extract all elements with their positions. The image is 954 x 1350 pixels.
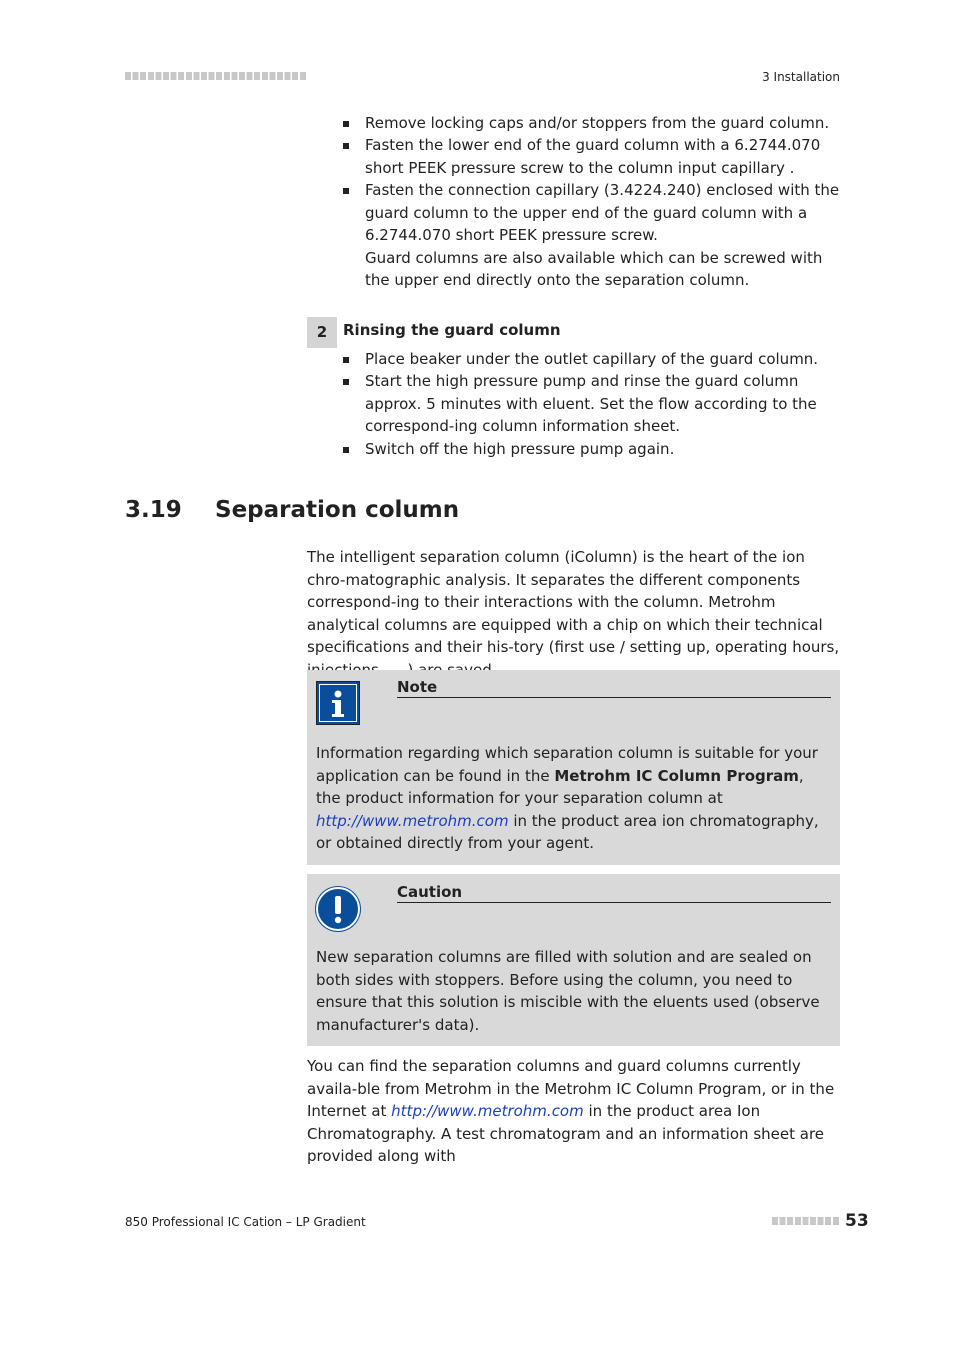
rinse-steps-list bbox=[343, 348, 843, 460]
list-item: Remove locking caps and/or stoppers from the guard column. bbox=[343, 112, 843, 134]
caution-text: New separation columns are filled with solution and are sealed on both sides with stoppers. Before using the column, you need to ensure that this solution is miscible with the eluents used (observe manufacturer's data). bbox=[316, 948, 820, 1034]
note-text: Information regarding which separation column is suitable for your application can be found in the Metrohm IC Column Program, the product information for your separation column at http://www.metrohm.com in the product area ion chromatography, or obtained directly from your agent. bbox=[316, 744, 819, 852]
metrohm-link[interactable]: http://www.metrohm.com bbox=[316, 811, 509, 830]
column-program-name: Metrohm IC Column Program bbox=[554, 766, 799, 785]
note-title: Note bbox=[397, 678, 831, 698]
list-item: Fasten the connection capillary (3.4224.240) enclosed with the guard column to the upper end of the guard column with a 6.2744.070 short PEEK pressure screw. bbox=[343, 179, 843, 246]
list-item: Start the high pressure pump and rinse the guard column approx. 5 minutes with eluent. Set the flow according to the correspond-ing column information sheet. bbox=[343, 370, 843, 437]
closing-paragraph: You can find the separation columns and guard columns currently availa-ble from Metrohm in the Metrohm IC Column Program, or in the Internet at http://www.metrohm.com in the product area Ion Chromatography. A test chromatogram and an information sheet are provided along with bbox=[307, 1057, 835, 1165]
metrohm-link[interactable]: http://www.metrohm.com bbox=[391, 1102, 584, 1120]
section-number: 3.19 bbox=[125, 497, 182, 523]
list-item: Switch off the high pressure pump again. bbox=[343, 438, 843, 460]
step-title: Rinsing the guard column bbox=[343, 321, 561, 339]
header-decoration bbox=[125, 72, 307, 80]
exclamation-icon bbox=[316, 887, 360, 931]
section-title: Separation column bbox=[215, 497, 460, 523]
caution-title: Caution bbox=[397, 883, 831, 903]
section-intro: The intelligent separation column (iColumn) is the heart of the ion chro-matographic analysis. It separates the different components correspond-ing to their interactions with the column. Metrohm analytical columns are equipped with a chip on which their technical specifications and their his-tory (first use / setting up, operating hours, bbox=[307, 548, 840, 656]
footer-decoration bbox=[772, 1217, 840, 1225]
list-item: Place beaker under the outlet capillary of the guard column. bbox=[343, 348, 843, 370]
info-icon bbox=[316, 681, 360, 725]
note-box bbox=[307, 670, 840, 865]
step-number: 2 bbox=[307, 317, 337, 348]
footer-product: 850 Professional IC Cation – LP Gradient bbox=[125, 1215, 366, 1229]
list-item: Fasten the lower end of the guard column with a 6.2744.070 short PEEK pressure screw to the column input capillary . bbox=[343, 134, 843, 179]
chapter-header: 3 Installation bbox=[762, 70, 840, 84]
page-number: 53 bbox=[845, 1211, 869, 1231]
caution-box bbox=[307, 874, 840, 1046]
guard-note-text: Guard columns are also available which can be screwed with the upper end directly onto the separation column. bbox=[365, 249, 823, 290]
guard-steps-list bbox=[343, 112, 843, 246]
